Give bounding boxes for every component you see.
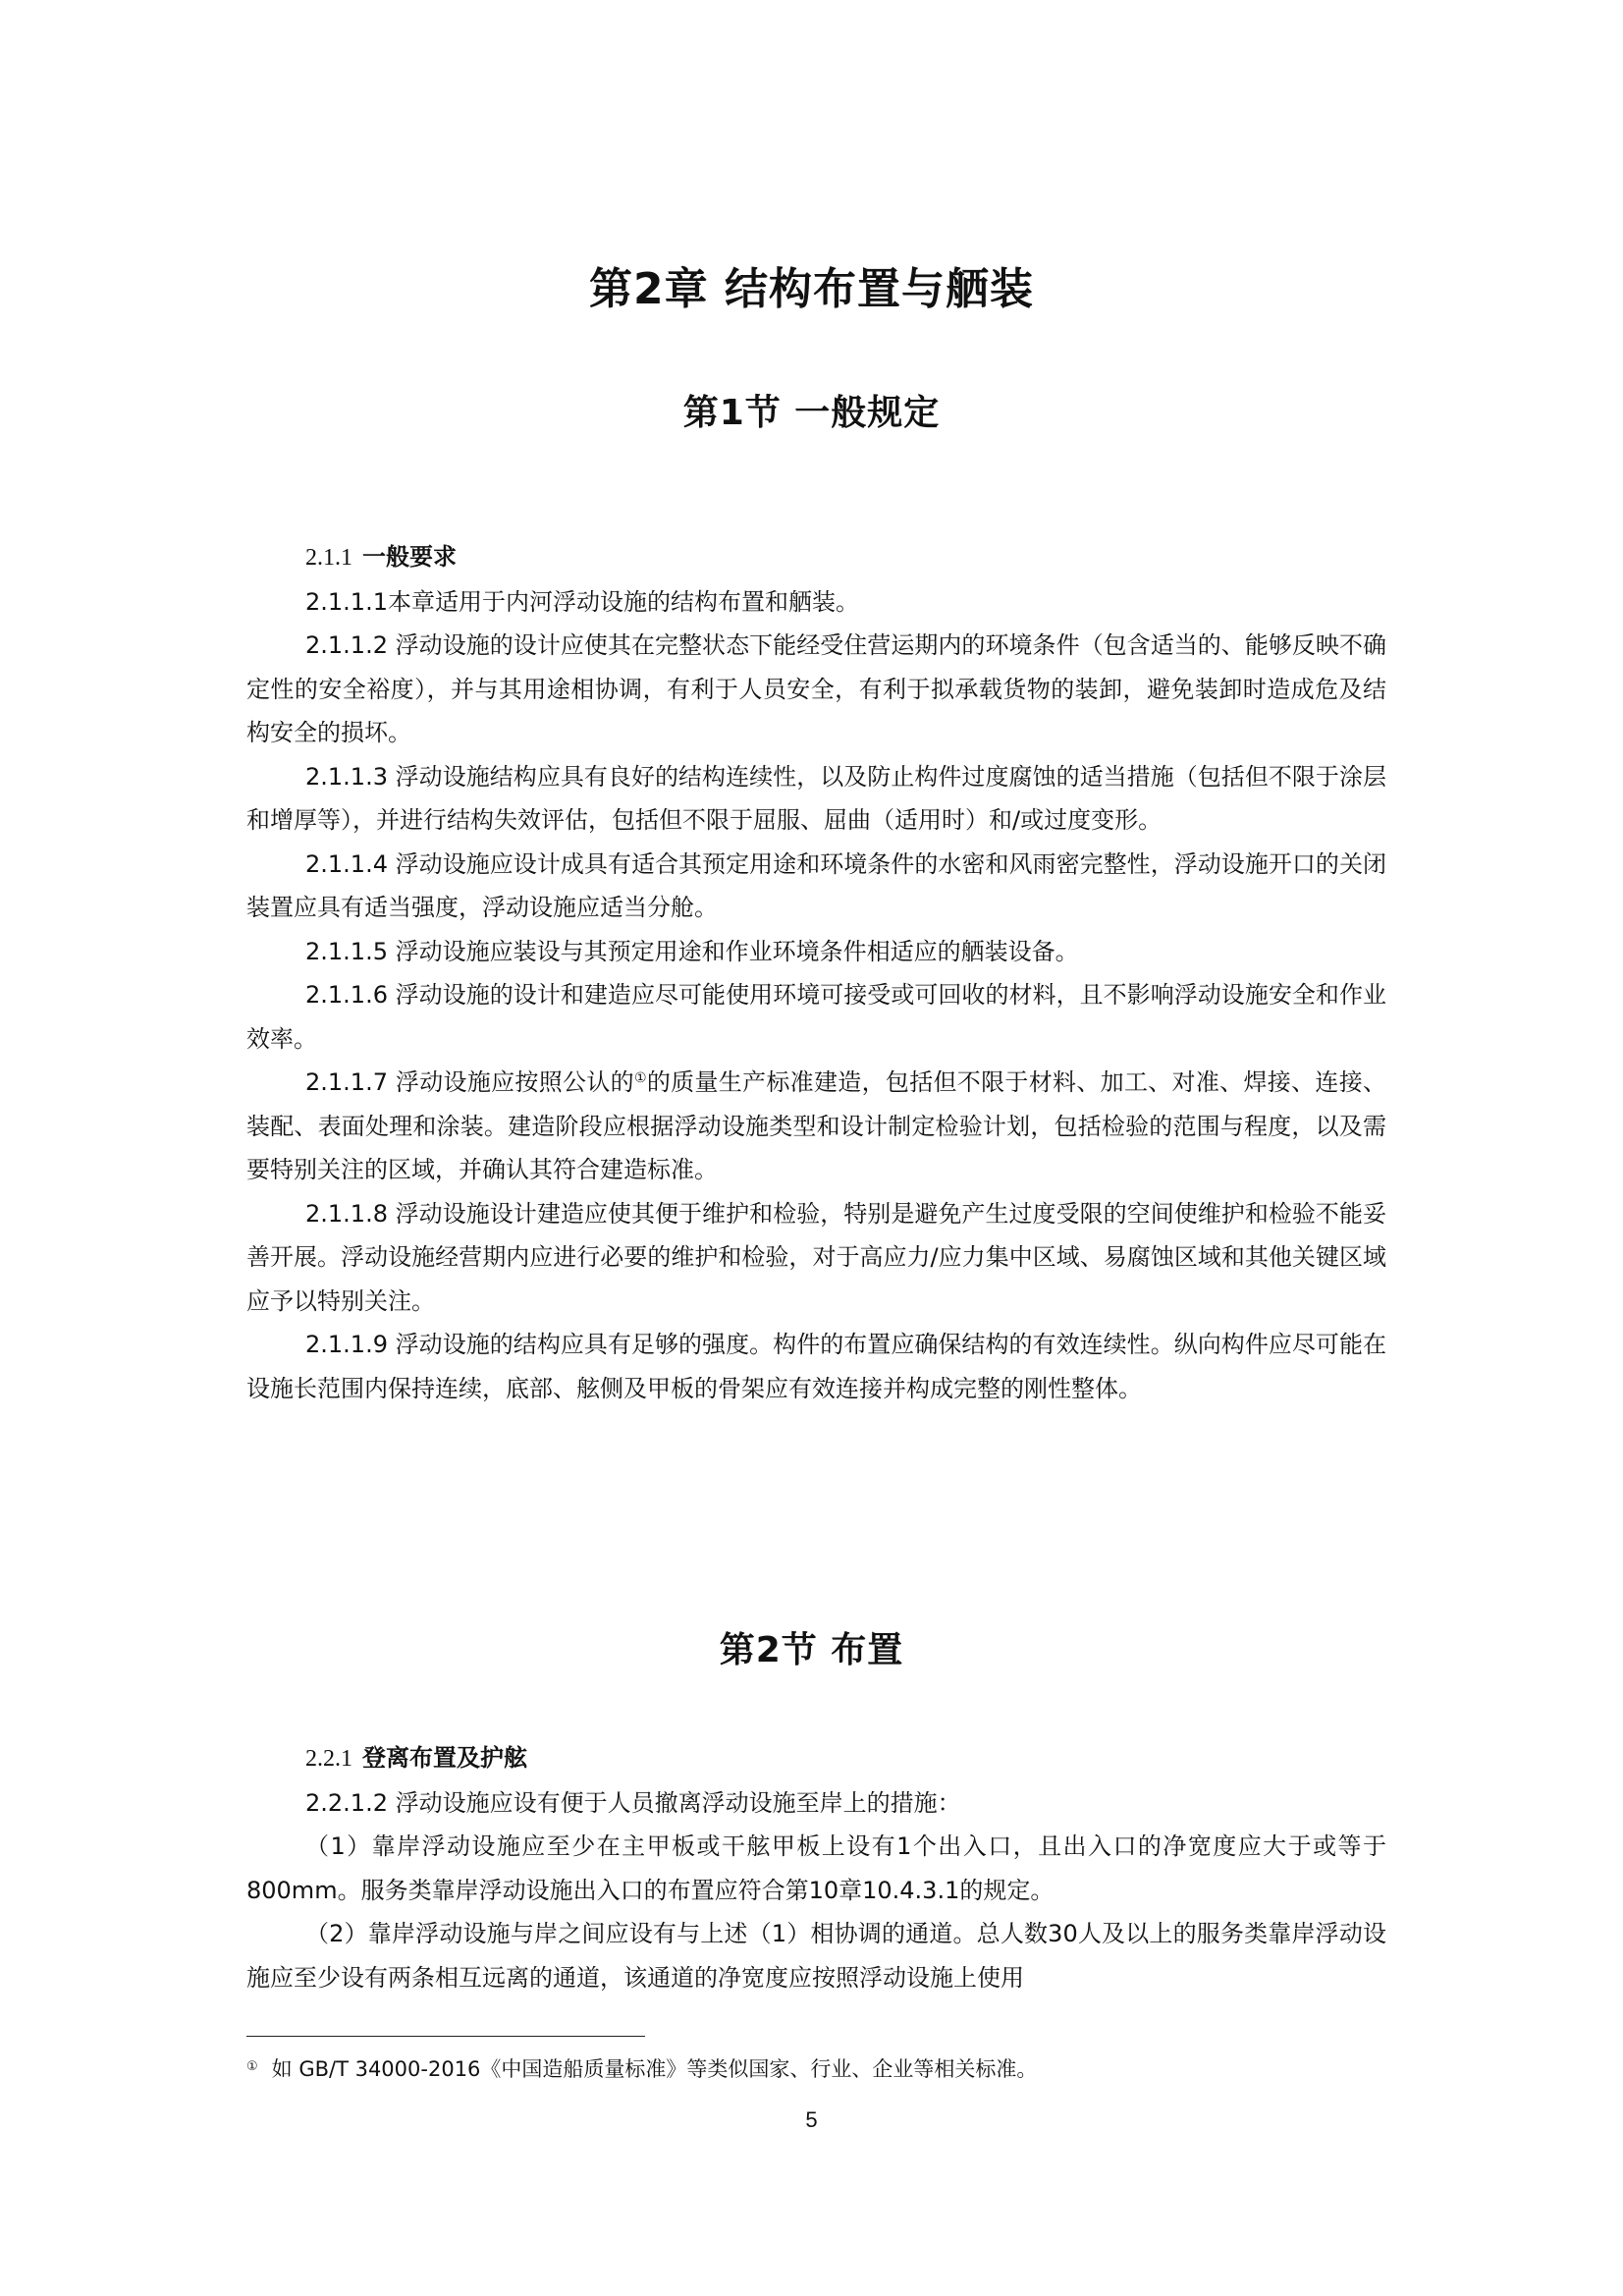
subsection-heading-2-1-1 — [246, 535, 1386, 580]
subsection-heading-2-2-1 — [246, 1736, 1386, 1781]
clause-2-2-1-2: 2.2.1.2 浮动设施应设有便于人员撤离浮动设施至岸上的措施： — [305, 1788, 961, 1817]
footnote — [246, 2054, 1386, 2084]
clause-2-1-1-6: 2.1.1.6 浮动设施的设计和建造应尽可能使用环境可接受或可回收的材料，且不影响浮动设施安全和作业效率。 — [246, 981, 1386, 1053]
section-1-body — [246, 535, 1386, 1410]
section-title-1: 第1节 一般规定 — [682, 393, 941, 433]
clause-2-2-1-2-item-2: （2）靠岸浮动设施与岸之间应设有与上述（1）相协调的通道。总人数30人及以上的服务类靠岸浮动设施应至少设有两条相互远离的通道，该通道的净宽度应按照浮动设施上使用 — [246, 1920, 1386, 1992]
clause-2-1-1-7-after: 的质量生产标准建造，包括但不限于材料、加工、对准、焊接、连接、装配、表面处理和涂装。建造阶段应根据浮动设施类型和设计制定检验计划，包括检验的范围与程度，以及需要特别关注的区域，并确认其符合建造标准。 — [246, 1068, 1386, 1183]
chapter-title: 第2章 结构布置与舾装 — [589, 264, 1034, 314]
page-number: 5 — [805, 2107, 818, 2132]
subsection-number: 2.1.1 — [305, 545, 352, 571]
clause-2-1-1-3: 2.1.1.3 浮动设施结构应具有良好的结构连续性，以及防止构件过度腐蚀的适当措施（包括但不限于涂层和增厚等），并进行结构失效评估，包括但不限于屈服、屈曲（适用时）和/或过度变形。 — [246, 762, 1386, 834]
clause-2-1-1-5: 2.1.1.5 浮动设施应装设与其预定用途和作业环境条件相适应的舾装设备。 — [305, 937, 1079, 965]
footnote-mark: ① — [246, 2059, 258, 2074]
footnote-text: 如 GB/T 34000-2016《中国造船质量标准》等类似国家、行业、企业等相关标准。 — [271, 2057, 1038, 2081]
footnote-divider — [246, 2036, 645, 2037]
clause-2-1-1-1: 2.1.1.1本章适用于内河浮动设施的结构布置和舾装。 — [305, 587, 859, 616]
section-2-body — [246, 1736, 1386, 1999]
clause-2-1-1-2: 2.1.1.2 浮动设施的设计应使其在完整状态下能经受住营运期内的环境条件（包含适当的、能够反映不确定性的安全裕度），并与其用途相协调，有利于人员安全，有利于拟承载货物的装卸，避免装卸时造成危及结构安全的损坏。 — [246, 631, 1386, 746]
footnote-reference-mark[interactable]: ① — [633, 1070, 647, 1086]
clause-2-1-1-9: 2.1.1.9 浮动设施的结构应具有足够的强度。构件的布置应确保结构的有效连续性。纵向构件应尽可能在设施长范围内保持连续，底部、舷侧及甲板的骨架应有效连接并构成完整的刚性整体。 — [246, 1331, 1386, 1402]
subsection-title: 登离布置及护舷 — [362, 1744, 527, 1772]
clause-2-1-1-8: 2.1.1.8 浮动设施设计建造应使其便于维护和检验，特别是避免产生过度受限的空间使维护和检验不能妥善开展。浮动设施经营期内应进行必要的维护和检验，对于高应力/应力集中区域、易腐蚀区域和其他关键区域应予以特别关注。 — [246, 1199, 1386, 1315]
subsection-number: 2.2.1 — [305, 1746, 352, 1772]
clause-2-2-1-2-item-1: （1）靠岸浮动设施应至少在主甲板或干舷甲板上设有1个出入口，且出入口的净宽度应大于或等于800mm。服务类靠岸浮动设施出入口的布置应符合第10章10.4.3.1的规定。 — [246, 1832, 1386, 1904]
subsection-title: 一般要求 — [362, 543, 457, 571]
clause-2-1-1-7-before: 2.1.1.7 浮动设施应按照公认的 — [305, 1068, 634, 1096]
clause-2-1-1-7 — [246, 1061, 1386, 1192]
clause-2-1-1-4: 2.1.1.4 浮动设施应设计成具有适合其预定用途和环境条件的水密和风雨密完整性，浮动设施开口的关闭装置应具有适当强度，浮动设施应适当分舱。 — [246, 849, 1386, 921]
section-title-2: 第2节 布置 — [719, 1630, 904, 1670]
